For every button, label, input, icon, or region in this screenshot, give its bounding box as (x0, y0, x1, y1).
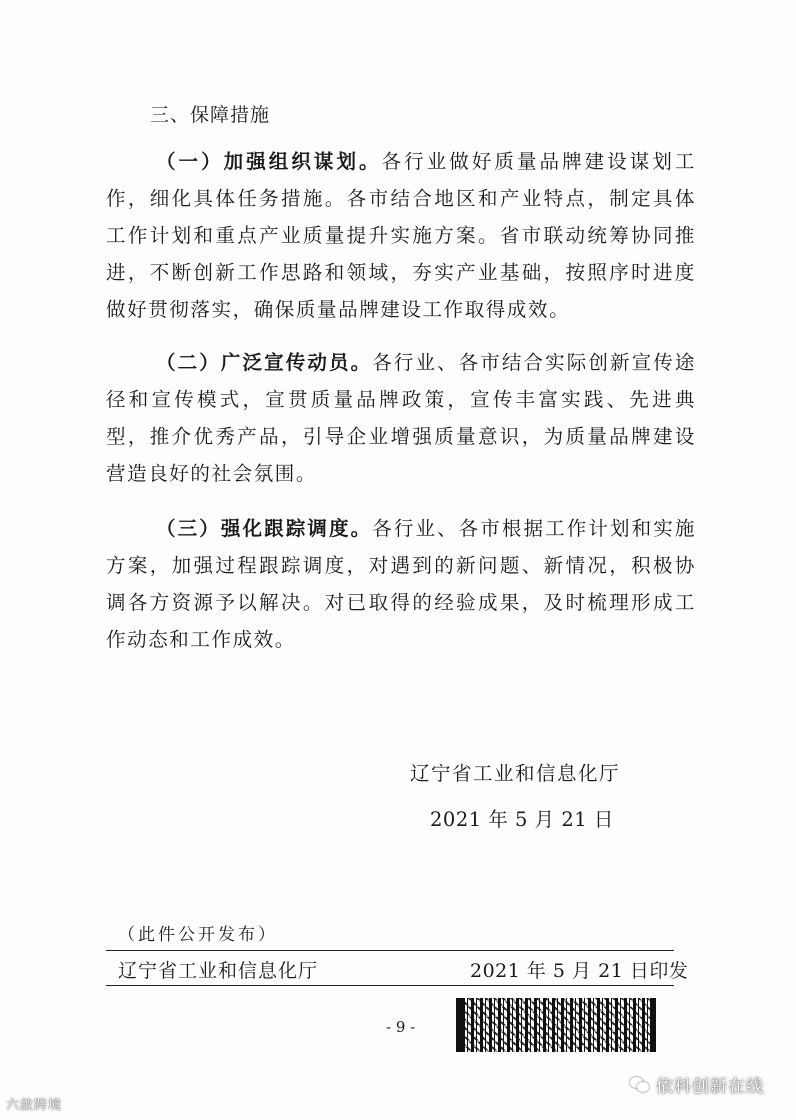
paragraph-body: 各行业、各市结合实际创新宣传途径和宣传模式，宣贯质量品牌政策，宣传丰富实践、先进典型，推介优秀产品，引导企业增强质量意识，为质量品牌建设营造良好的社会氛围。 (106, 351, 696, 485)
paragraph-lead: （二）广泛宣传动员。 (156, 351, 373, 374)
watermark-left: 六啟跨境 (6, 1098, 63, 1113)
paragraph-organization-planning (106, 143, 696, 328)
signature-date: 2021 年 5 月 21 日 (430, 808, 614, 831)
paragraph-body: 各行业、各市根据工作计划和实施方案，加强过程跟踪调度，对遇到的新问题、新情况，积极协调各方资源予以解决。对已取得的经验成果，及时梳理形成工作动态和工作成效。 (106, 517, 696, 651)
footer-issue-date: 2021 年 5 月 21 日印发 (470, 960, 689, 982)
paragraph-tracking (106, 510, 696, 658)
watermark-right (630, 1072, 764, 1097)
footer-issuer: 辽宁省工业和信息化厅 (118, 960, 319, 982)
section-heading: 三、保障措施 (150, 104, 271, 126)
paragraph-body: 各行业做好质量品牌建设谋划工作，细化具体任务措施。各市结合地区和产业特点，制定具体工作计划和重点产业质量提升实施方案。省市联动统筹协同推进，不断创新工作思路和领域，夯实产业基础，按照序时进度做好贯彻落实，确保质量品牌建设工作取得成效。 (106, 150, 696, 321)
public-release-note: （此件公开发布） (118, 925, 278, 945)
footer-rule-bottom (106, 985, 674, 986)
barcode (456, 998, 656, 1052)
wechat-icon (630, 1077, 650, 1093)
paragraph-lead: （三）强化跟踪调度。 (156, 517, 373, 540)
signature-org: 辽宁省工业和信息化厅 (410, 762, 621, 785)
watermark-right-text: 依科创新在线 (656, 1077, 764, 1097)
footer-rule-top (106, 950, 674, 951)
page-number: - 9 - (386, 1018, 416, 1036)
paragraph-publicity (106, 344, 696, 492)
paragraph-lead: （一）加强组织谋划。 (156, 150, 382, 173)
